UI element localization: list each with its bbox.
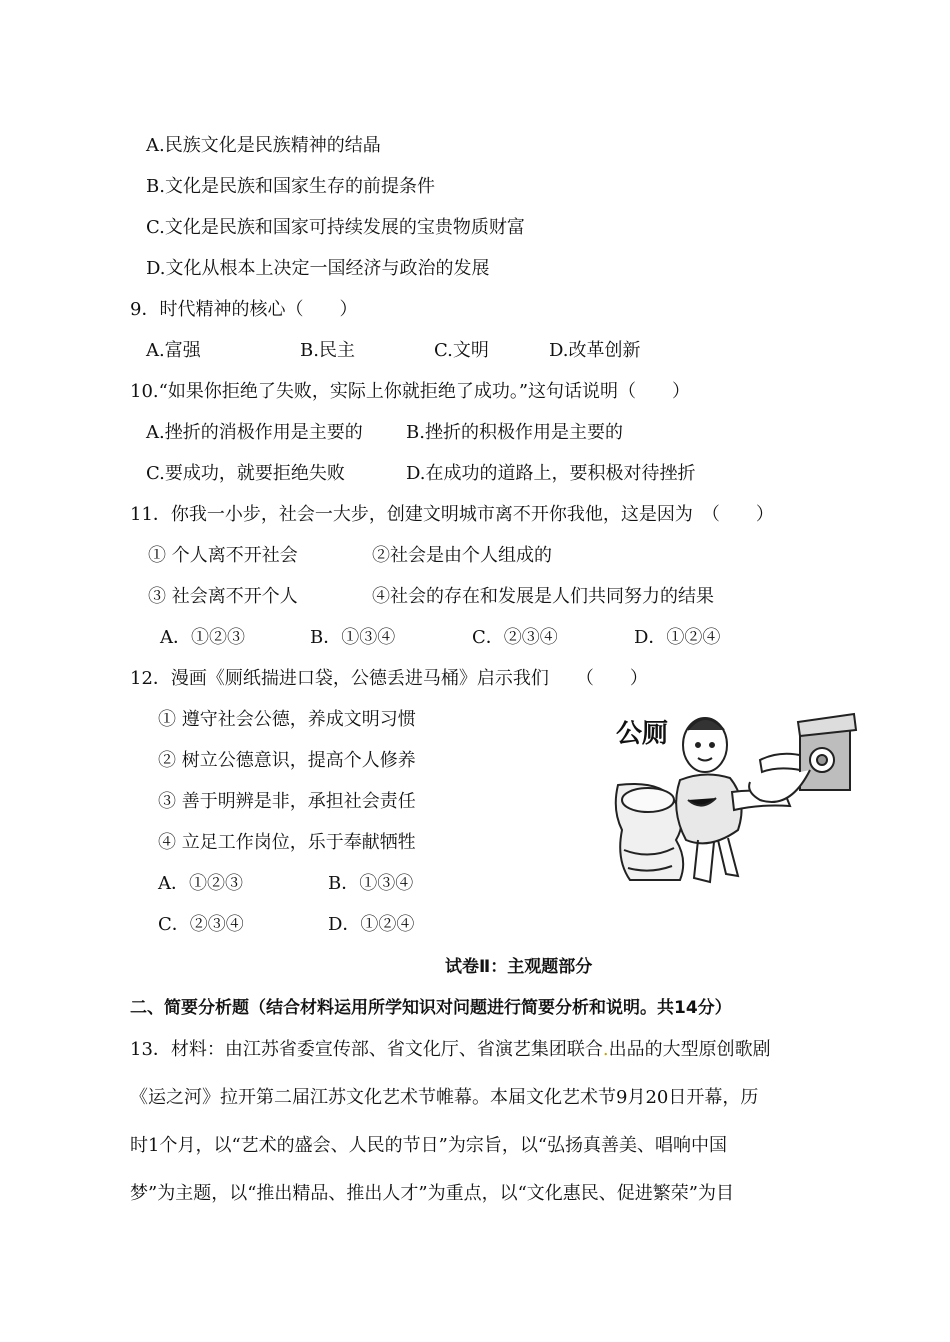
q13-line-1b: 出品的大型原创歌剧 <box>608 1039 771 1060</box>
cartoon-illustration <box>610 700 862 890</box>
q12-statement-1: ① 遵守社会公德，养成文明习惯 <box>158 709 416 730</box>
q10-option-c: C.要成功，就要拒绝失败 <box>146 463 345 484</box>
q9-option-a: A.富强 <box>146 340 201 361</box>
q10-option-a: A.挫折的消极作用是主要的 <box>146 422 363 443</box>
q12-statement-2: ② 树立公德意识，提高个人修养 <box>158 750 416 771</box>
q11-statement-3: ③ 社会离不开个人 <box>148 586 298 607</box>
part2-title: 试卷Ⅱ：主观题部分 <box>445 957 593 977</box>
q9-option-b: B.民主 <box>300 340 355 361</box>
q12-stem: 12．漫画《厕纸揣进口袋，公德丢进马桶》启示我们 （ ） <box>130 668 648 689</box>
q13-line-1a: 13．材料：由江苏省委宣传部、省文化厅、省演艺集团联合 <box>130 1039 603 1060</box>
q12-option-a: A．①②③ <box>158 873 243 894</box>
q8-option-c: C.文化是民族和国家可持续发展的宝贵物质财富 <box>146 217 525 238</box>
q11-statement-2: ②社会是由个人组成的 <box>372 545 552 566</box>
q11-option-d: D．①②④ <box>634 627 721 648</box>
q13-line-3: 时1个月，以“艺术的盛会、人民的节日”为宗旨，以“弘扬真善美、唱响中国 <box>130 1135 728 1156</box>
q12-option-c: C．②③④ <box>158 914 244 935</box>
q13-line-4: 梦”为主题，以“推出精品、推出人才”为重点，以“文化惠民、促进繁荣”为目 <box>130 1183 735 1204</box>
q10-option-d: D.在成功的道路上，要积极对待挫折 <box>406 463 696 484</box>
q10-option-b: B.挫折的积极作用是主要的 <box>406 422 623 443</box>
q11-option-c: C．②③④ <box>472 627 558 648</box>
q11-stem: 11．你我一小步，社会一大步，创建文明城市离不开你我他，这是因为 （ ） <box>130 504 774 525</box>
q8-option-a: A.民族文化是民族精神的结晶 <box>146 135 381 156</box>
q10-stem: 10.“如果你拒绝了失败，实际上你就拒绝了成功。”这句话说明（ ） <box>130 381 691 402</box>
q11-statement-1: ① 个人离不开社会 <box>148 545 298 566</box>
q9-stem: 9．时代精神的核心（ ） <box>130 299 358 320</box>
q13-line-2: 《运之河》拉开第二届江苏文化艺术节帷幕。本届文化艺术节9月20日开幕，历 <box>130 1087 759 1108</box>
q12-option-b: B．①③④ <box>328 873 414 894</box>
q12-option-d: D．①②④ <box>328 914 415 935</box>
q9-option-c: C.文明 <box>434 340 489 361</box>
q8-option-d: D.文化从根本上决定一国经济与政治的发展 <box>146 258 490 279</box>
q11-option-b: B．①③④ <box>310 627 396 648</box>
q12-statement-3: ③ 善于明辨是非，承担社会责任 <box>158 791 416 812</box>
cartoon-sign-text: 公厕 <box>616 719 669 749</box>
q9-option-d: D.改革创新 <box>549 340 641 361</box>
q13-line-1 <box>130 1038 771 1062</box>
q11-statement-4: ④社会的存在和发展是人们共同努力的结果 <box>372 586 714 607</box>
section-heading: 二、简要分析题（结合材料运用所学知识对问题进行简要分析和说明。共14分） <box>130 998 732 1018</box>
q8-option-b: B.文化是民族和国家生存的前提条件 <box>146 176 435 197</box>
q13-line-1-dot: . <box>602 1039 609 1060</box>
q12-statement-4: ④ 立足工作岗位，乐于奉献牺牲 <box>158 832 416 853</box>
q11-option-a: A．①②③ <box>160 627 245 648</box>
